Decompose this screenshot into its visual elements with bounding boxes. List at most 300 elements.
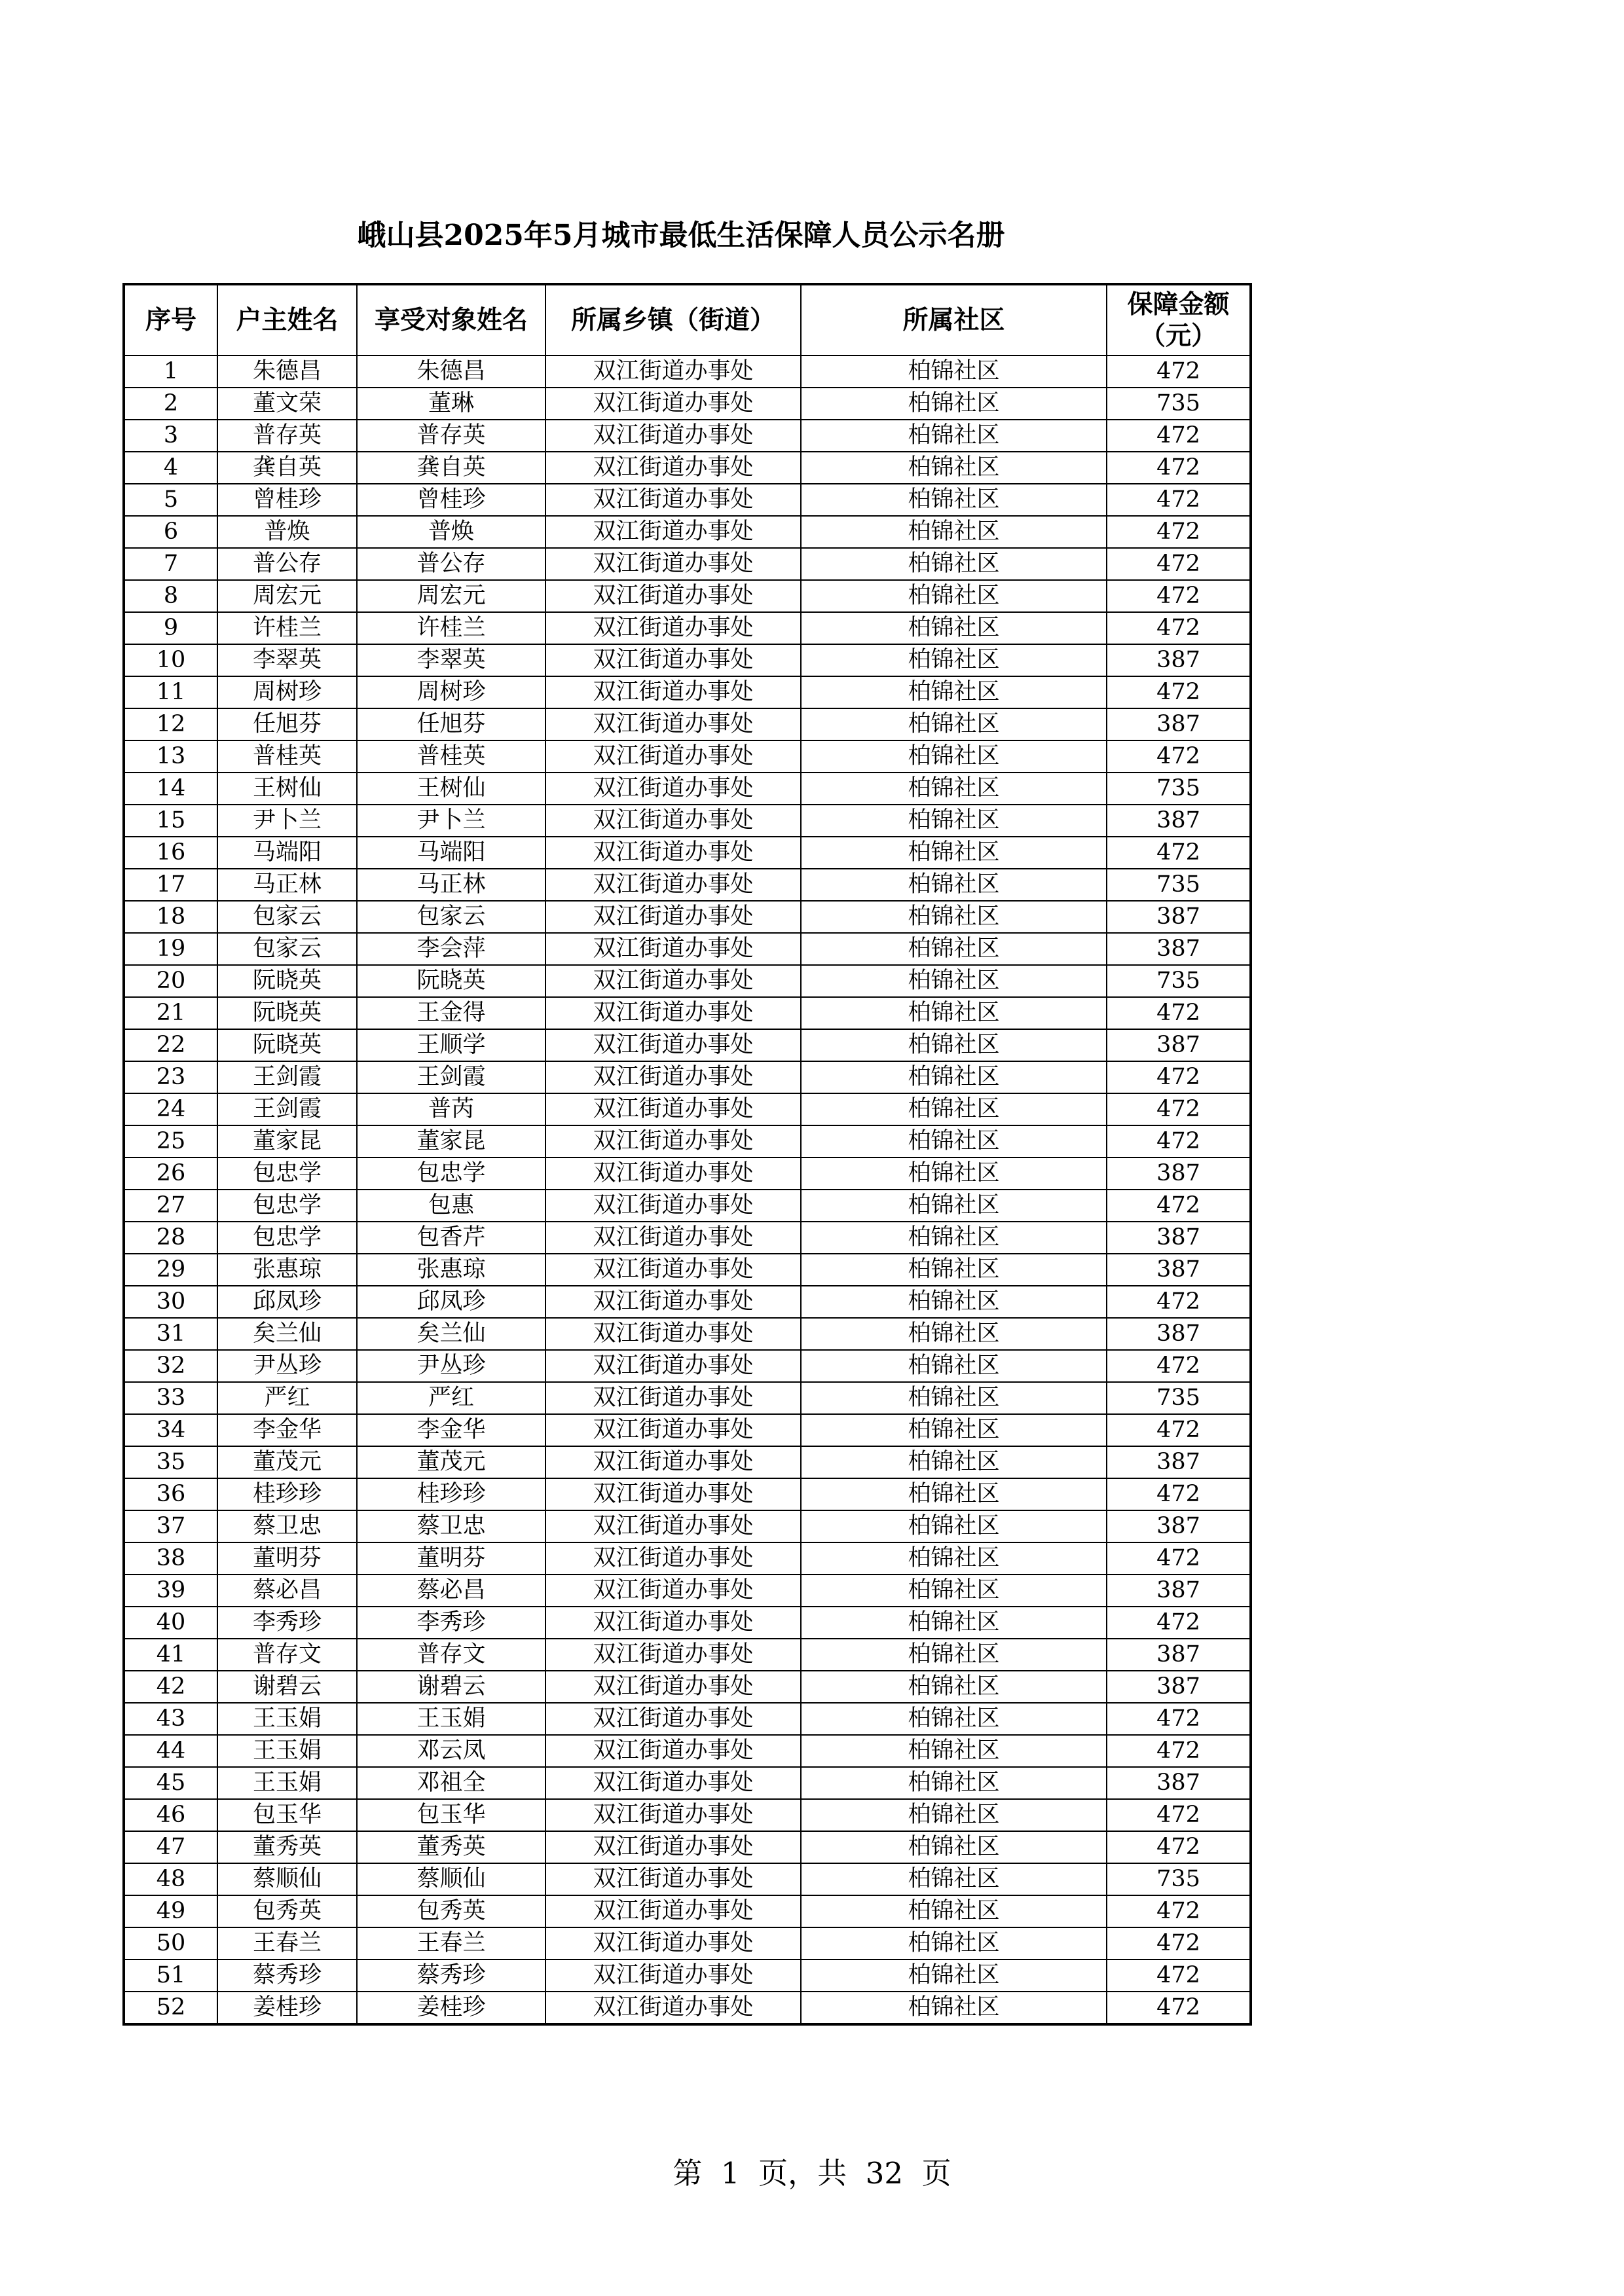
cell-seq: 16 — [124, 837, 217, 869]
document-title: 峨山县2025年5月城市最低生活保障人员公示名册 — [357, 219, 1005, 252]
cell-amount: 735 — [1107, 869, 1251, 901]
table-row — [124, 933, 1251, 965]
cell-community: 柏锦社区 — [801, 1575, 1107, 1607]
cell-amount: 387 — [1107, 1318, 1251, 1350]
cell-community: 柏锦社区 — [801, 1799, 1107, 1831]
cell-community: 柏锦社区 — [801, 997, 1107, 1029]
table-row — [124, 1478, 1251, 1510]
cell-township: 双江街道办事处 — [545, 452, 801, 484]
cell-township: 双江街道办事处 — [545, 933, 801, 965]
cell-community: 柏锦社区 — [801, 1542, 1107, 1575]
cell-community: 柏锦社区 — [801, 1446, 1107, 1478]
cell-township: 双江街道办事处 — [545, 1767, 801, 1799]
cell-community: 柏锦社区 — [801, 1029, 1107, 1061]
cell-household-head: 包秀英 — [217, 1895, 357, 1927]
cell-township: 双江街道办事处 — [545, 1510, 801, 1542]
cell-amount: 735 — [1107, 965, 1251, 997]
cell-seq: 7 — [124, 548, 217, 580]
cell-community: 柏锦社区 — [801, 1703, 1107, 1735]
cell-beneficiary: 董明芬 — [357, 1542, 545, 1575]
cell-seq: 14 — [124, 773, 217, 805]
cell-township: 双江街道办事处 — [545, 901, 801, 933]
cell-seq: 46 — [124, 1799, 217, 1831]
cell-seq: 5 — [124, 484, 217, 516]
cell-seq: 27 — [124, 1190, 217, 1222]
cell-beneficiary: 包玉华 — [357, 1799, 545, 1831]
cell-household-head: 王玉娟 — [217, 1703, 357, 1735]
cell-beneficiary: 普存英 — [357, 420, 545, 452]
cell-beneficiary: 蔡必昌 — [357, 1575, 545, 1607]
header-community: 所属社区 — [801, 284, 1107, 355]
cell-amount: 387 — [1107, 1157, 1251, 1190]
cell-household-head: 阮晓英 — [217, 997, 357, 1029]
table-row — [124, 580, 1251, 612]
table-row — [124, 901, 1251, 933]
cell-township: 双江街道办事处 — [545, 1190, 801, 1222]
page-number: 第 1 页，共 32 页 — [673, 2156, 951, 2191]
cell-beneficiary: 王顺学 — [357, 1029, 545, 1061]
cell-household-head: 阮晓英 — [217, 1029, 357, 1061]
header-amount — [1107, 284, 1251, 355]
roster-body — [124, 355, 1251, 2024]
cell-household-head: 普焕 — [217, 516, 357, 548]
header-township: 所属乡镇（街道） — [545, 284, 801, 355]
cell-household-head: 桂珍珍 — [217, 1478, 357, 1510]
cell-amount: 472 — [1107, 837, 1251, 869]
cell-household-head: 严红 — [217, 1382, 357, 1414]
cell-community: 柏锦社区 — [801, 708, 1107, 740]
cell-household-head: 蔡秀珍 — [217, 1959, 357, 1992]
cell-amount: 387 — [1107, 1575, 1251, 1607]
cell-amount: 472 — [1107, 1414, 1251, 1446]
cell-beneficiary: 包家云 — [357, 901, 545, 933]
cell-amount: 472 — [1107, 1607, 1251, 1639]
table-row — [124, 1286, 1251, 1318]
cell-seq: 41 — [124, 1639, 217, 1671]
cell-amount: 387 — [1107, 805, 1251, 837]
cell-amount: 472 — [1107, 1350, 1251, 1382]
cell-beneficiary: 董秀英 — [357, 1831, 545, 1863]
cell-community: 柏锦社区 — [801, 1863, 1107, 1895]
cell-household-head: 尹卜兰 — [217, 805, 357, 837]
table-row — [124, 676, 1251, 708]
cell-household-head: 普存文 — [217, 1639, 357, 1671]
cell-household-head: 蔡必昌 — [217, 1575, 357, 1607]
cell-seq: 9 — [124, 612, 217, 644]
cell-household-head: 李翠英 — [217, 644, 357, 676]
cell-seq: 36 — [124, 1478, 217, 1510]
cell-seq: 20 — [124, 965, 217, 997]
cell-amount: 472 — [1107, 1959, 1251, 1992]
header-seq: 序号 — [124, 284, 217, 355]
cell-community: 柏锦社区 — [801, 1318, 1107, 1350]
cell-community: 柏锦社区 — [801, 420, 1107, 452]
cell-beneficiary: 包秀英 — [357, 1895, 545, 1927]
table-row — [124, 1382, 1251, 1414]
cell-beneficiary: 董茂元 — [357, 1446, 545, 1478]
table-row — [124, 1992, 1251, 2024]
cell-township: 双江街道办事处 — [545, 548, 801, 580]
cell-community: 柏锦社区 — [801, 1510, 1107, 1542]
cell-seq: 40 — [124, 1607, 217, 1639]
cell-township: 双江街道办事处 — [545, 1286, 801, 1318]
cell-seq: 35 — [124, 1446, 217, 1478]
cell-township: 双江街道办事处 — [545, 1414, 801, 1446]
cell-seq: 43 — [124, 1703, 217, 1735]
cell-amount: 472 — [1107, 1895, 1251, 1927]
table-row — [124, 1575, 1251, 1607]
cell-community: 柏锦社区 — [801, 548, 1107, 580]
cell-beneficiary: 王剑霞 — [357, 1061, 545, 1093]
table-row — [124, 1125, 1251, 1157]
table-row — [124, 548, 1251, 580]
cell-household-head: 周宏元 — [217, 580, 357, 612]
cell-household-head: 许桂兰 — [217, 612, 357, 644]
cell-amount: 387 — [1107, 1671, 1251, 1703]
table-row — [124, 1510, 1251, 1542]
cell-seq: 32 — [124, 1350, 217, 1382]
table-row — [124, 837, 1251, 869]
cell-township: 双江街道办事处 — [545, 1446, 801, 1478]
cell-seq: 37 — [124, 1510, 217, 1542]
table-row — [124, 1703, 1251, 1735]
cell-township: 双江街道办事处 — [545, 1895, 801, 1927]
cell-beneficiary: 包香芹 — [357, 1222, 545, 1254]
cell-seq: 21 — [124, 997, 217, 1029]
cell-amount: 387 — [1107, 933, 1251, 965]
cell-beneficiary: 王春兰 — [357, 1927, 545, 1959]
cell-township: 双江街道办事处 — [545, 388, 801, 420]
cell-seq: 26 — [124, 1157, 217, 1190]
cell-community: 柏锦社区 — [801, 516, 1107, 548]
cell-community: 柏锦社区 — [801, 1992, 1107, 2024]
cell-beneficiary: 邱凤珍 — [357, 1286, 545, 1318]
cell-township: 双江街道办事处 — [545, 1093, 801, 1125]
cell-community: 柏锦社区 — [801, 837, 1107, 869]
cell-seq: 23 — [124, 1061, 217, 1093]
table-row — [124, 773, 1251, 805]
cell-township: 双江街道办事处 — [545, 773, 801, 805]
cell-township: 双江街道办事处 — [545, 1735, 801, 1767]
table-row — [124, 1735, 1251, 1767]
table-row — [124, 1254, 1251, 1286]
cell-beneficiary: 普焕 — [357, 516, 545, 548]
cell-beneficiary: 任旭芬 — [357, 708, 545, 740]
cell-beneficiary: 李翠英 — [357, 644, 545, 676]
cell-beneficiary: 周树珍 — [357, 676, 545, 708]
cell-seq: 50 — [124, 1927, 217, 1959]
cell-amount: 472 — [1107, 612, 1251, 644]
cell-beneficiary: 周宏元 — [357, 580, 545, 612]
cell-seq: 10 — [124, 644, 217, 676]
cell-community: 柏锦社区 — [801, 1414, 1107, 1446]
table-row — [124, 1061, 1251, 1093]
cell-seq: 31 — [124, 1318, 217, 1350]
cell-township: 双江街道办事处 — [545, 1959, 801, 1992]
cell-beneficiary: 包忠学 — [357, 1157, 545, 1190]
table-row — [124, 388, 1251, 420]
cell-township: 双江街道办事处 — [545, 1222, 801, 1254]
cell-amount: 472 — [1107, 1478, 1251, 1510]
cell-community: 柏锦社区 — [801, 1125, 1107, 1157]
cell-seq: 12 — [124, 708, 217, 740]
cell-township: 双江街道办事处 — [545, 837, 801, 869]
cell-seq: 4 — [124, 452, 217, 484]
table-row — [124, 1607, 1251, 1639]
cell-household-head: 马正林 — [217, 869, 357, 901]
cell-township: 双江街道办事处 — [545, 805, 801, 837]
cell-community: 柏锦社区 — [801, 1061, 1107, 1093]
roster-table — [122, 283, 1252, 2026]
cell-community: 柏锦社区 — [801, 933, 1107, 965]
cell-household-head: 包家云 — [217, 901, 357, 933]
cell-household-head: 王剑霞 — [217, 1093, 357, 1125]
cell-beneficiary: 蔡秀珍 — [357, 1959, 545, 1992]
cell-household-head: 包家云 — [217, 933, 357, 965]
table-row — [124, 1446, 1251, 1478]
table-row — [124, 1639, 1251, 1671]
header-amount-line1: 保障金额 — [1127, 289, 1230, 319]
cell-township: 双江街道办事处 — [545, 676, 801, 708]
cell-community: 柏锦社区 — [801, 1157, 1107, 1190]
cell-community: 柏锦社区 — [801, 388, 1107, 420]
cell-seq: 45 — [124, 1767, 217, 1799]
cell-beneficiary: 普芮 — [357, 1093, 545, 1125]
cell-amount: 472 — [1107, 997, 1251, 1029]
cell-seq: 25 — [124, 1125, 217, 1157]
cell-amount: 387 — [1107, 901, 1251, 933]
cell-beneficiary: 李秀珍 — [357, 1607, 545, 1639]
cell-community: 柏锦社区 — [801, 580, 1107, 612]
cell-household-head: 王剑霞 — [217, 1061, 357, 1093]
cell-township: 双江街道办事处 — [545, 1157, 801, 1190]
cell-township: 双江街道办事处 — [545, 1061, 801, 1093]
cell-amount: 387 — [1107, 708, 1251, 740]
cell-household-head: 包玉华 — [217, 1799, 357, 1831]
cell-community: 柏锦社区 — [801, 1286, 1107, 1318]
cell-seq: 34 — [124, 1414, 217, 1446]
header-beneficiary: 享受对象姓名 — [357, 284, 545, 355]
cell-seq: 42 — [124, 1671, 217, 1703]
cell-amount: 472 — [1107, 1735, 1251, 1767]
cell-beneficiary: 张惠琼 — [357, 1254, 545, 1286]
cell-beneficiary: 阮晓英 — [357, 965, 545, 997]
cell-beneficiary: 普桂英 — [357, 740, 545, 773]
cell-seq: 24 — [124, 1093, 217, 1125]
cell-seq: 2 — [124, 388, 217, 420]
cell-beneficiary: 王树仙 — [357, 773, 545, 805]
cell-community: 柏锦社区 — [801, 805, 1107, 837]
cell-household-head: 蔡顺仙 — [217, 1863, 357, 1895]
cell-community: 柏锦社区 — [801, 1767, 1107, 1799]
cell-beneficiary: 包惠 — [357, 1190, 545, 1222]
cell-amount: 472 — [1107, 1703, 1251, 1735]
cell-seq: 39 — [124, 1575, 217, 1607]
table-row — [124, 355, 1251, 388]
cell-beneficiary: 李金华 — [357, 1414, 545, 1446]
cell-beneficiary: 尹丛珍 — [357, 1350, 545, 1382]
table-row — [124, 708, 1251, 740]
cell-seq: 22 — [124, 1029, 217, 1061]
cell-seq: 29 — [124, 1254, 217, 1286]
cell-beneficiary: 尹卜兰 — [357, 805, 545, 837]
cell-beneficiary: 谢碧云 — [357, 1671, 545, 1703]
cell-community: 柏锦社区 — [801, 965, 1107, 997]
table-row — [124, 1157, 1251, 1190]
table-row — [124, 612, 1251, 644]
cell-household-head: 邱凤珍 — [217, 1286, 357, 1318]
table-row — [124, 1799, 1251, 1831]
cell-amount: 472 — [1107, 1061, 1251, 1093]
cell-township: 双江街道办事处 — [545, 869, 801, 901]
cell-beneficiary: 许桂兰 — [357, 612, 545, 644]
cell-seq: 19 — [124, 933, 217, 965]
table-row — [124, 484, 1251, 516]
cell-beneficiary: 普存文 — [357, 1639, 545, 1671]
cell-household-head: 马端阳 — [217, 837, 357, 869]
cell-beneficiary: 李会萍 — [357, 933, 545, 965]
cell-household-head: 姜桂珍 — [217, 1992, 357, 2024]
cell-amount: 472 — [1107, 484, 1251, 516]
cell-household-head: 包忠学 — [217, 1222, 357, 1254]
cell-community: 柏锦社区 — [801, 1831, 1107, 1863]
cell-household-head: 董明芬 — [217, 1542, 357, 1575]
cell-township: 双江街道办事处 — [545, 1350, 801, 1382]
cell-township: 双江街道办事处 — [545, 965, 801, 997]
cell-township: 双江街道办事处 — [545, 1703, 801, 1735]
cell-township: 双江街道办事处 — [545, 1254, 801, 1286]
cell-township: 双江街道办事处 — [545, 708, 801, 740]
cell-community: 柏锦社区 — [801, 1927, 1107, 1959]
header-amount-line2: （元） — [1139, 321, 1217, 351]
table-row — [124, 1029, 1251, 1061]
cell-household-head: 龚自英 — [217, 452, 357, 484]
cell-township: 双江街道办事处 — [545, 612, 801, 644]
table-row — [124, 1831, 1251, 1863]
cell-household-head: 王春兰 — [217, 1927, 357, 1959]
cell-community: 柏锦社区 — [801, 1222, 1107, 1254]
cell-amount: 472 — [1107, 580, 1251, 612]
cell-amount: 387 — [1107, 644, 1251, 676]
cell-household-head: 包忠学 — [217, 1190, 357, 1222]
cell-amount: 735 — [1107, 773, 1251, 805]
cell-township: 双江街道办事处 — [545, 1125, 801, 1157]
cell-community: 柏锦社区 — [801, 1350, 1107, 1382]
cell-community: 柏锦社区 — [801, 1895, 1107, 1927]
cell-household-head: 董家昆 — [217, 1125, 357, 1157]
cell-household-head: 王玉娟 — [217, 1767, 357, 1799]
cell-amount: 472 — [1107, 1093, 1251, 1125]
cell-household-head: 张惠琼 — [217, 1254, 357, 1286]
table-row — [124, 420, 1251, 452]
cell-amount: 735 — [1107, 1382, 1251, 1414]
table-header-row — [124, 284, 1251, 355]
cell-seq: 44 — [124, 1735, 217, 1767]
cell-household-head: 周树珍 — [217, 676, 357, 708]
cell-beneficiary: 马正林 — [357, 869, 545, 901]
cell-amount: 472 — [1107, 548, 1251, 580]
cell-seq: 13 — [124, 740, 217, 773]
cell-community: 柏锦社区 — [801, 773, 1107, 805]
cell-township: 双江街道办事处 — [545, 1382, 801, 1414]
cell-seq: 8 — [124, 580, 217, 612]
table-row — [124, 1350, 1251, 1382]
cell-household-head: 曾桂珍 — [217, 484, 357, 516]
cell-amount: 472 — [1107, 1190, 1251, 1222]
cell-amount: 472 — [1107, 740, 1251, 773]
cell-community: 柏锦社区 — [801, 644, 1107, 676]
cell-beneficiary: 严红 — [357, 1382, 545, 1414]
cell-household-head: 尹丛珍 — [217, 1350, 357, 1382]
cell-beneficiary: 邓云凤 — [357, 1735, 545, 1767]
cell-household-head: 阮晓英 — [217, 965, 357, 997]
cell-amount: 472 — [1107, 516, 1251, 548]
cell-township: 双江街道办事处 — [545, 1478, 801, 1510]
cell-household-head: 包忠学 — [217, 1157, 357, 1190]
cell-community: 柏锦社区 — [801, 1190, 1107, 1222]
cell-community: 柏锦社区 — [801, 452, 1107, 484]
cell-amount: 472 — [1107, 1831, 1251, 1863]
table-row — [124, 997, 1251, 1029]
cell-seq: 52 — [124, 1992, 217, 2024]
cell-household-head: 普桂英 — [217, 740, 357, 773]
cell-household-head: 董文荣 — [217, 388, 357, 420]
cell-amount: 387 — [1107, 1767, 1251, 1799]
cell-seq: 6 — [124, 516, 217, 548]
cell-amount: 735 — [1107, 1863, 1251, 1895]
cell-community: 柏锦社区 — [801, 1478, 1107, 1510]
table-row — [124, 644, 1251, 676]
table-row — [124, 740, 1251, 773]
cell-amount: 472 — [1107, 452, 1251, 484]
cell-township: 双江街道办事处 — [545, 997, 801, 1029]
cell-amount: 472 — [1107, 1125, 1251, 1157]
cell-household-head: 李金华 — [217, 1414, 357, 1446]
cell-beneficiary: 蔡顺仙 — [357, 1863, 545, 1895]
cell-township: 双江街道办事处 — [545, 420, 801, 452]
cell-township: 双江街道办事处 — [545, 740, 801, 773]
cell-community: 柏锦社区 — [801, 901, 1107, 933]
cell-amount: 387 — [1107, 1639, 1251, 1671]
table-row — [124, 1863, 1251, 1895]
cell-seq: 47 — [124, 1831, 217, 1863]
table-row — [124, 1414, 1251, 1446]
cell-beneficiary: 普公存 — [357, 548, 545, 580]
cell-household-head: 蔡卫忠 — [217, 1510, 357, 1542]
cell-amount: 472 — [1107, 676, 1251, 708]
table-row — [124, 869, 1251, 901]
cell-beneficiary: 蔡卫忠 — [357, 1510, 545, 1542]
cell-township: 双江街道办事处 — [545, 1639, 801, 1671]
cell-seq: 3 — [124, 420, 217, 452]
cell-household-head: 李秀珍 — [217, 1607, 357, 1639]
cell-amount: 735 — [1107, 388, 1251, 420]
cell-community: 柏锦社区 — [801, 1735, 1107, 1767]
cell-amount: 472 — [1107, 1799, 1251, 1831]
cell-community: 柏锦社区 — [801, 1671, 1107, 1703]
cell-community: 柏锦社区 — [801, 1254, 1107, 1286]
cell-beneficiary: 董琳 — [357, 388, 545, 420]
cell-amount: 387 — [1107, 1222, 1251, 1254]
table-row — [124, 516, 1251, 548]
cell-township: 双江街道办事处 — [545, 1992, 801, 2024]
cell-community: 柏锦社区 — [801, 355, 1107, 388]
cell-seq: 48 — [124, 1863, 217, 1895]
cell-beneficiary: 矣兰仙 — [357, 1318, 545, 1350]
cell-amount: 387 — [1107, 1446, 1251, 1478]
cell-household-head: 朱德昌 — [217, 355, 357, 388]
cell-seq: 15 — [124, 805, 217, 837]
